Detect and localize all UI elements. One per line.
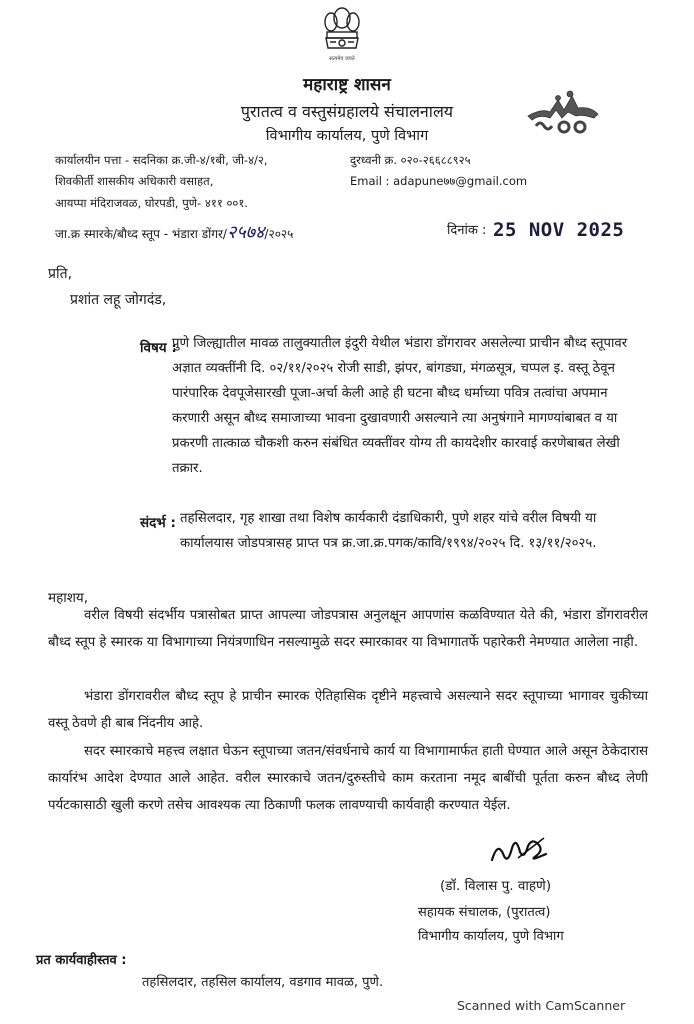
- emblem-caption: सत्यमेव जयते: [329, 56, 355, 62]
- subject-text: पुणे जिल्ह्यातील मावळ तालुक्यातील इंदुरी येथील भंडारा डोंगरावर असलेल्या प्राचीन बौध्द स्तूपावर अज्ञात व्यक्तींनी दि. ०२/११/२०२५ रोजी साडी, झंपर, बांगड्या, मंगळसूत्र, चप्पल इ. वस्तू ठेवून पारंपारिक देवपूजेसारखी पूजा-अर्चा केली आहे ही घटना बौध्द धर्माच्या पवित्र तत्वांचा अपमान करणारी असून बौध्द समाजाच्या भावना दुखावणारी असल्याने त्या अनुषंगाने मागण्यांबाबत व या प्रकरणी तात्काळ चौकशी करुन संबंधित व्यक्तींवर योग्य ती कायदेशीर कारवाई करणेबाबत लेखी तक्रार.: [172, 336, 628, 476]
- signatory-name: (डॉ. विलास पु. वाहणे): [440, 878, 552, 894]
- reference-number: [55, 220, 293, 244]
- sandarbh-label: संदर्भ :: [140, 515, 176, 531]
- date-stamp: 25 NOV 2025: [493, 219, 625, 241]
- signatory-designation: सहायक संचालक, (पुरातत्व): [418, 905, 551, 920]
- address-line-2: शिवकीर्ती शासकीय अधिकारी वसाहत,: [55, 174, 214, 188]
- signature-icon: [488, 830, 552, 870]
- handwritten-outward-number: २५७४: [226, 222, 265, 243]
- phone-number: दुरध्वनी क्र. ०२०-२६६८८९२५: [350, 153, 471, 167]
- directorate-title: पुरातत्व व वस्तुसंग्रहालये संचालनालय: [240, 102, 454, 121]
- recipient-prefix: प्रति,: [48, 266, 73, 282]
- copy-label: प्रत कार्यवाहीस्तव :: [36, 953, 127, 968]
- email-address: Email : adapune७७@gmail.com: [350, 174, 528, 188]
- body-paragraph-1: वरील विषयी संदर्भीय पत्रासोबत प्राप्त आपल्या जोडपत्रास अनुलक्षून आपणांस कळविण्यात येते की, भंडारा डोंगरावरील बौध्द स्तूप हे स्मारक या विभागाच्या नियंत्रणाधिन नसल्यामुळे सदर स्मारकावर या विभागातर्फे पहारेकरी नेमण्यात आलेला नाही.: [48, 608, 648, 650]
- body-paragraph-3: सदर स्मारकाचे महत्त्व लक्षात घेऊन स्तूपाच्या जतन/संवर्धनाचे कार्य या विभागामार्फत हाती घेण्यात आले असून ठेकेदारास कार्यारंभ आदेश देण्यात आले आहेत. वरील स्मारकाचे जतन/दुरुस्तीचे काम करताना नमूद बाबींची पूर्तता करुन बौध्द लेणी पर्यटकासाठी खुली करणे तसेच आवश्यक त्या ठिकाणी फलक लावण्याची कार्यवाही करण्यात येईल.: [48, 744, 648, 813]
- address-line-3: आयप्पा मंदिराजवळ, घोरपडी, पुणे- ४११ ००१.: [55, 196, 249, 210]
- address-line-1: कार्यालयीन पत्ता - सदनिका क्र.जी-४/१बी, जी-४/२,: [55, 153, 268, 167]
- body-paragraph-2: भंडारा डोंगरावरील बौध्द स्तूप हे प्राचीन स्मारक ऐतिहासिक दृष्टीने महत्त्वाचे असल्याने सदर स्तूपाच्या भागावर चुकीच्या वस्तू ठेवणे ही बाब निंदनीय आहे.: [48, 689, 648, 731]
- subject-label: विषय :: [140, 340, 177, 356]
- ashoka-emblem-icon: [318, 4, 366, 70]
- sandarbh-text: तहसिलदार, गृह शाखा तथा विशेष कार्यकारी दंडाधिकारी, पुणे शहर यांचे वरील विषयी या कार्यालयास जोडपत्रासह प्राप्त पत्र क्र.जा.क्र.पगक/कावि/१९९४/२०२५ दि. १३/११/२०२५.: [180, 511, 597, 551]
- reference-prefix: जा.क्र स्मारके/बौध्द स्तूप - भंडारा डोंगर/: [55, 227, 227, 241]
- signature-scribble: [488, 830, 552, 870]
- office-title: विभागीय कार्यालय, पुणे विभाग: [265, 128, 429, 144]
- recipient-name: प्रशांत लहू जोगदंड,: [70, 292, 167, 308]
- signatory-office: विभागीय कार्यालय, पुणे विभाग: [418, 929, 564, 944]
- state-emblem: [318, 4, 366, 70]
- date-label: दिनांक :: [447, 223, 487, 238]
- government-title: महाराष्ट्र शासन: [303, 75, 391, 95]
- salutation: महाशय,: [48, 590, 89, 606]
- scanner-watermark: Scanned with CamScanner: [457, 998, 626, 1013]
- reference-suffix: /२०२५: [264, 227, 294, 241]
- copy-recipient: तहसिलदार, तहसिल कार्यालय, वडगाव मावळ, पुणे.: [142, 975, 384, 990]
